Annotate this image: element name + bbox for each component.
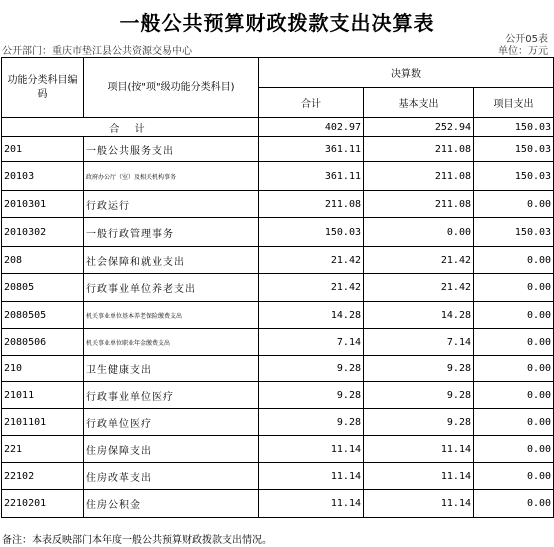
row-code: 210 bbox=[2, 356, 84, 382]
row-project: 150.03 bbox=[474, 162, 554, 191]
row-project: 0.00 bbox=[474, 274, 554, 302]
row-code: 2010302 bbox=[2, 218, 84, 247]
row-total: 21.42 bbox=[259, 274, 364, 302]
row-total: 361.11 bbox=[259, 137, 364, 162]
table-row bbox=[2, 490, 554, 518]
row-basic: 11.14 bbox=[364, 490, 474, 518]
row-project: 0.00 bbox=[474, 490, 554, 518]
row-name: 行政单位医疗 bbox=[84, 409, 259, 436]
row-code: 22102 bbox=[2, 463, 84, 490]
row-basic: 11.14 bbox=[364, 436, 474, 463]
row-project: 0.00 bbox=[474, 302, 554, 329]
table-row bbox=[2, 218, 554, 247]
row-total: 11.14 bbox=[259, 463, 364, 490]
table-row bbox=[2, 274, 554, 302]
header-total: 合计 bbox=[259, 88, 364, 118]
row-project: 0.00 bbox=[474, 409, 554, 436]
header-code: 功能分类科目编码 bbox=[2, 58, 84, 118]
row-name: 住房公积金 bbox=[84, 490, 259, 518]
table-row bbox=[2, 409, 554, 436]
total-amount: 402.97 bbox=[259, 118, 364, 137]
row-basic: 211.08 bbox=[364, 191, 474, 218]
row-code: 20805 bbox=[2, 274, 84, 302]
row-name: 住房保障支出 bbox=[84, 436, 259, 463]
row-basic: 14.28 bbox=[364, 302, 474, 329]
row-code: 2010301 bbox=[2, 191, 84, 218]
row-total: 7.14 bbox=[259, 329, 364, 356]
row-total: 150.03 bbox=[259, 218, 364, 247]
row-project: 150.03 bbox=[474, 218, 554, 247]
row-code: 20103 bbox=[2, 162, 84, 191]
row-total: 14.28 bbox=[259, 302, 364, 329]
table-row bbox=[2, 382, 554, 409]
row-name: 社会保障和就业支出 bbox=[84, 247, 259, 274]
row-project: 0.00 bbox=[474, 356, 554, 382]
header-name: 项目(按"项"级功能分类科目) bbox=[84, 58, 259, 118]
row-total: 11.14 bbox=[259, 436, 364, 463]
row-project: 0.00 bbox=[474, 329, 554, 356]
table-row bbox=[2, 137, 554, 162]
row-code: 2101101 bbox=[2, 409, 84, 436]
report-meta bbox=[0, 42, 554, 56]
row-project: 0.00 bbox=[474, 382, 554, 409]
row-total: 361.11 bbox=[259, 162, 364, 191]
row-total: 9.28 bbox=[259, 356, 364, 382]
report-title: 一般公共预算财政拨款支出决算表 bbox=[119, 11, 435, 35]
total-basic: 252.94 bbox=[364, 118, 474, 137]
table-row bbox=[2, 356, 554, 382]
row-name: 机关事业单位职业年金缴费支出 bbox=[84, 329, 259, 356]
row-basic: 21.42 bbox=[364, 274, 474, 302]
row-name: 机关事业单位基本养老保险缴费支出 bbox=[84, 302, 259, 329]
department-label: 公开部门：重庆市垫江县公共资源交易中心 bbox=[2, 46, 192, 57]
row-code: 221 bbox=[2, 436, 84, 463]
table-row bbox=[2, 436, 554, 463]
table-body bbox=[2, 58, 554, 518]
header-group: 决算数 bbox=[259, 58, 554, 88]
row-basic: 9.28 bbox=[364, 356, 474, 382]
header-project: 项目支出 bbox=[474, 88, 554, 118]
row-code: 2210201 bbox=[2, 490, 84, 518]
header-basic: 基本支出 bbox=[364, 88, 474, 118]
unit-label: 单位：万元 bbox=[498, 46, 548, 57]
table-row bbox=[2, 463, 554, 490]
total-project: 150.03 bbox=[474, 118, 554, 137]
row-name: 住房改革支出 bbox=[84, 463, 259, 490]
row-basic: 0.00 bbox=[364, 218, 474, 247]
row-total: 9.28 bbox=[259, 409, 364, 436]
table-row bbox=[2, 329, 554, 356]
row-basic: 211.08 bbox=[364, 137, 474, 162]
row-code: 208 bbox=[2, 247, 84, 274]
table-row bbox=[2, 162, 554, 191]
row-name: 政府办公厅（室）及相关机构事务 bbox=[84, 162, 259, 191]
row-basic: 9.28 bbox=[364, 382, 474, 409]
row-name: 行政运行 bbox=[84, 191, 259, 218]
row-code: 2080506 bbox=[2, 329, 84, 356]
table-row bbox=[2, 302, 554, 329]
row-basic: 211.08 bbox=[364, 162, 474, 191]
row-project: 150.03 bbox=[474, 137, 554, 162]
table-row bbox=[2, 191, 554, 218]
row-name: 行政事业单位医疗 bbox=[84, 382, 259, 409]
row-code: 2080505 bbox=[2, 302, 84, 329]
row-basic: 7.14 bbox=[364, 329, 474, 356]
expenditure-table bbox=[1, 57, 554, 518]
row-name: 一般行政管理事务 bbox=[84, 218, 259, 247]
form-number: 公开05表 bbox=[505, 34, 548, 45]
table-row bbox=[2, 247, 554, 274]
row-project: 0.00 bbox=[474, 191, 554, 218]
row-name: 卫生健康支出 bbox=[84, 356, 259, 382]
row-project: 0.00 bbox=[474, 247, 554, 274]
total-label: 合 计 bbox=[2, 118, 259, 137]
row-code: 21011 bbox=[2, 382, 84, 409]
row-total: 21.42 bbox=[259, 247, 364, 274]
row-basic: 9.28 bbox=[364, 409, 474, 436]
row-code: 201 bbox=[2, 137, 84, 162]
row-total: 11.14 bbox=[259, 490, 364, 518]
row-project: 0.00 bbox=[474, 463, 554, 490]
header-row-1 bbox=[2, 58, 554, 88]
row-name: 一般公共服务支出 bbox=[84, 137, 259, 162]
row-basic: 11.14 bbox=[364, 463, 474, 490]
total-row bbox=[2, 118, 554, 137]
row-total: 211.08 bbox=[259, 191, 364, 218]
row-name: 行政事业单位养老支出 bbox=[84, 274, 259, 302]
row-total: 9.28 bbox=[259, 382, 364, 409]
row-project: 0.00 bbox=[474, 436, 554, 463]
row-basic: 21.42 bbox=[364, 247, 474, 274]
footnote: 备注：本表反映部门本年度一般公共预算财政拨款支出情况。 bbox=[2, 535, 272, 546]
